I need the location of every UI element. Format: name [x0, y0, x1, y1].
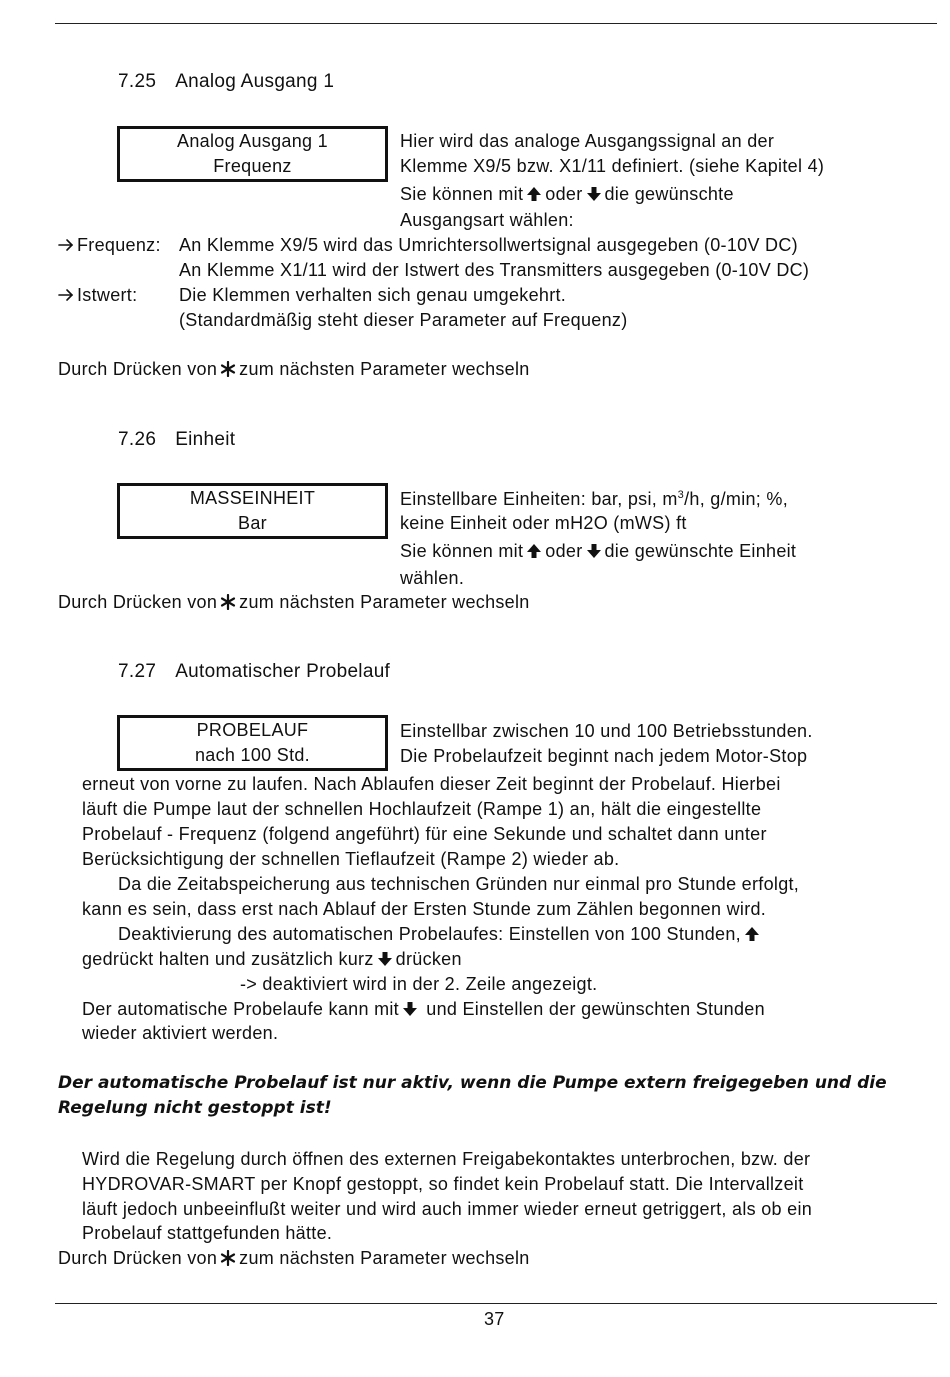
option-text: (Standardmäßig steht dieser Parameter auf Frequenz): [179, 310, 628, 330]
paragraph-line: erneut von vorne zu laufen. Nach Ablaufen dieser Zeit beginnt der Probelauf. Hierbei: [82, 774, 781, 794]
paragraph-text: Deaktivierung des automatischen Probelaufes: Einstellen von 100 Stunden,: [118, 924, 741, 944]
next-text: Durch Drücken von: [58, 359, 218, 379]
desc-line: Klemme X9/5 bzw. X1/11 definiert. (siehe Kapitel 4): [400, 156, 825, 176]
desc-line: [400, 539, 796, 564]
desc-line: [400, 182, 734, 207]
option-text: An Klemme X9/5 wird das Umrichtersollwertsignal ausgegeben (0-10V DC): [179, 235, 798, 255]
desc-line: [400, 487, 788, 512]
section-heading-7-26: [118, 427, 235, 452]
header-rule: [55, 23, 937, 24]
next-parameter-line: [58, 1246, 530, 1271]
right-arrow-icon: [58, 287, 74, 303]
next-text: Durch Drücken von: [58, 592, 218, 612]
paragraph-line: läuft die Pumpe laut der schnellen Hochlaufzeit (Rampe 1) an, hält die eingestellte: [82, 799, 762, 819]
down-arrow-icon: [377, 951, 393, 967]
display-line-1: MASSEINHEIT: [189, 488, 316, 508]
paragraph-line: Wird die Regelung durch öffnen des externen Freigabekontaktes unterbrochen, bzw. der: [82, 1149, 811, 1169]
paragraph-text: gedrückt halten und zusätzlich kurz: [82, 949, 374, 969]
down-arrow-icon: [402, 1001, 418, 1017]
paragraph-line: wieder aktiviert werden.: [82, 1023, 279, 1043]
section-number: 7.26: [118, 429, 157, 450]
paragraph-text: drücken: [395, 949, 462, 969]
up-arrow-icon: [526, 186, 542, 202]
asterisk-icon: [220, 361, 236, 377]
paragraph-line: Probelauf - Frequenz (folgend angeführt) für eine Sekunde und schaltet dann unter: [82, 824, 767, 844]
option-text: Die Klemmen verhalten sich genau umgekehrt.: [179, 285, 567, 305]
display-box-masseinheit: [117, 483, 388, 539]
desc-text: die gewünschte: [604, 184, 734, 204]
desc-text: /h, g/min; %,: [684, 489, 789, 509]
next-parameter-line: [58, 357, 530, 382]
desc-line: Ausgangsart wählen:: [400, 210, 574, 230]
option-frequenz: [58, 233, 161, 258]
option-istwert: [58, 283, 137, 308]
desc-text: die gewünschte Einheit: [604, 541, 797, 561]
superscript: 3: [677, 489, 685, 501]
desc-text: oder: [545, 184, 583, 204]
paragraph-line: [82, 947, 462, 972]
down-arrow-icon: [586, 186, 602, 202]
section-number: 7.27: [118, 661, 157, 682]
paragraph-line: HYDROVAR-SMART per Knopf gestoppt, so findet kein Probelauf statt. Die Intervallzeit: [82, 1174, 804, 1194]
paragraph-line: kann es sein, dass erst nach Ablauf der Ersten Stunde zum Zählen begonnen wird.: [82, 899, 767, 919]
section-title: Automatischer Probelauf: [175, 661, 391, 682]
footer-rule: [55, 1303, 937, 1304]
desc-line: Hier wird das analoge Ausgangssignal an der: [400, 131, 775, 151]
paragraph-line: Da die Zeitabspeicherung aus technischen Gründen nur einmal pro Stunde erfolgt,: [118, 874, 800, 894]
up-arrow-icon: [744, 926, 760, 942]
display-line-1: Analog Ausgang 1: [177, 131, 328, 151]
next-text: Durch Drücken von: [58, 1248, 218, 1268]
display-line-2: nach 100 Std.: [195, 745, 310, 765]
page-number: 37: [484, 1309, 505, 1329]
display-box-analog-ausgang: [117, 126, 388, 182]
section-heading-7-25: [118, 69, 334, 94]
display-line-2: Frequenz: [213, 156, 292, 176]
paragraph-line: -> deaktiviert wird in der 2. Zeile angezeigt.: [240, 974, 598, 994]
right-arrow-icon: [58, 237, 74, 253]
important-note-line: Regelung nicht gestoppt ist!: [58, 1098, 332, 1118]
paragraph-line: [82, 997, 765, 1022]
paragraph-text: und Einstellen der gewünschten Stunden: [420, 999, 765, 1019]
display-box-probelauf: [117, 715, 388, 771]
next-text: zum nächsten Parameter wechseln: [239, 1248, 530, 1268]
section-title: Einheit: [175, 429, 236, 450]
option-label: Istwert:: [77, 285, 138, 305]
up-arrow-icon: [526, 543, 542, 559]
option-label: Frequenz:: [77, 235, 161, 255]
paragraph-line: Probelauf stattgefunden hätte.: [82, 1223, 333, 1243]
desc-text: Einstellbare Einheiten: bar, psi, m: [400, 489, 678, 509]
next-text: zum nächsten Parameter wechseln: [239, 359, 530, 379]
section-title: Analog Ausgang 1: [175, 71, 335, 92]
paragraph-line: läuft jedoch unbeeinflußt weiter und wird auch immer wieder erneut getriggert, als ob ein: [82, 1199, 813, 1219]
down-arrow-icon: [586, 543, 602, 559]
section-heading-7-27: [118, 659, 390, 684]
next-text: zum nächsten Parameter wechseln: [239, 592, 530, 612]
desc-line: Einstellbar zwischen 10 und 100 Betriebsstunden.: [400, 721, 813, 741]
display-line-1: PROBELAUF: [196, 720, 309, 740]
paragraph-text: Der automatische Probelaufe kann mit: [82, 999, 399, 1019]
paragraph-line: Berücksichtigung der schnellen Tieflaufzeit (Rampe 2) wieder ab.: [82, 849, 620, 869]
desc-text: Sie können mit: [400, 184, 524, 204]
asterisk-icon: [220, 594, 236, 610]
section-number: 7.25: [118, 71, 157, 92]
desc-line: wählen.: [400, 568, 465, 588]
desc-line: keine Einheit oder mH2O (mWS) ft: [400, 513, 687, 533]
desc-text: oder: [545, 541, 583, 561]
display-line-2: Bar: [238, 513, 267, 533]
next-parameter-line: [58, 590, 530, 615]
option-text: An Klemme X1/11 wird der Istwert des Transmitters ausgegeben (0-10V DC): [179, 260, 810, 280]
asterisk-icon: [220, 1250, 236, 1266]
desc-line: Die Probelaufzeit beginnt nach jedem Motor-Stop: [400, 746, 808, 766]
desc-text: Sie können mit: [400, 541, 524, 561]
important-note-line: Der automatische Probelauf ist nur aktiv, wenn die Pumpe extern freigegeben und die: [58, 1073, 887, 1093]
paragraph-line: [118, 922, 763, 947]
